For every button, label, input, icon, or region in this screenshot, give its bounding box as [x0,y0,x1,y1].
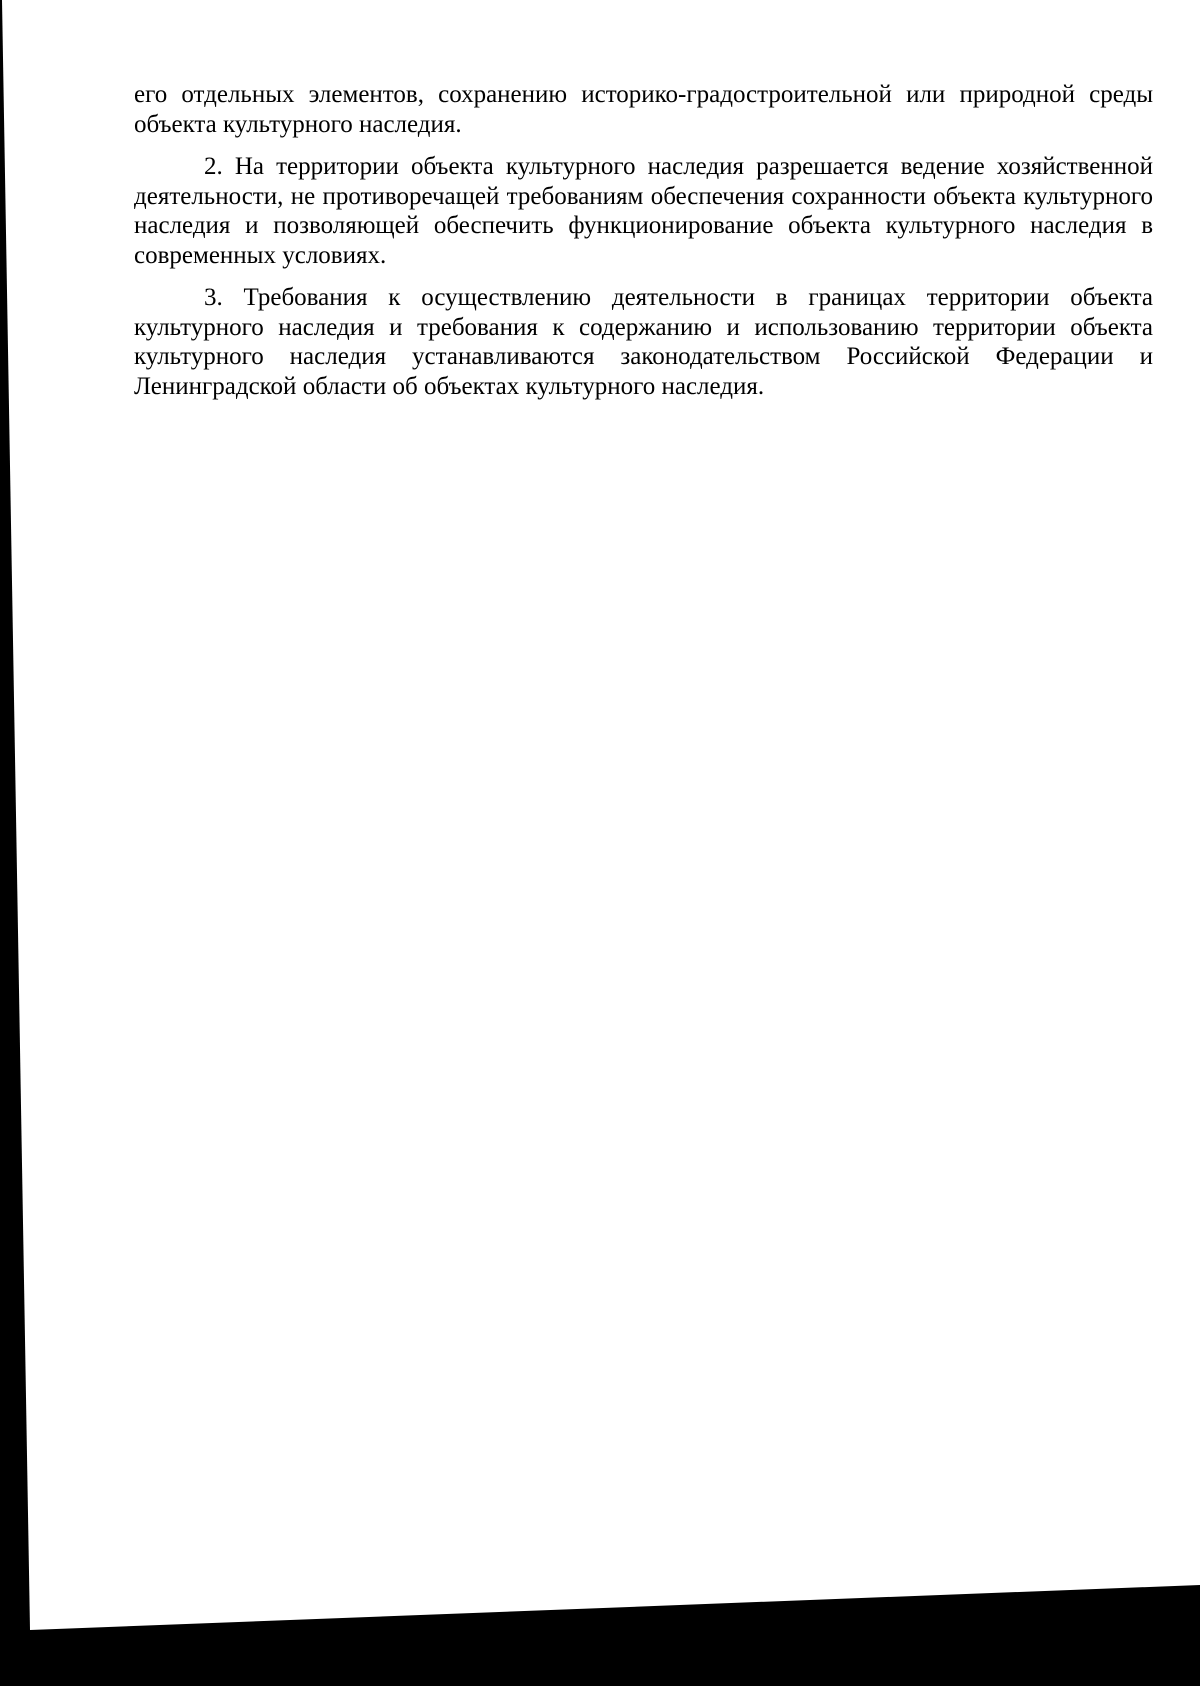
paragraph-continuation: его отдельных элементов, сохранению историко-градостроительной или природной среды объекта культурного наследия. [134,81,1153,138]
document-body [134,80,1153,414]
left-scan-edge [0,0,30,1686]
bottom-scan-band [0,1585,1200,1686]
paragraph-item-3: 3. Требования к осуществлению деятельности в границах территории объекта культурного наследия и требования к содержанию и использованию территории объекта культурного наследия устанавливаются законодательством Российской Федерации и Ленинградской области об объектах культурного наследия. [134,284,1153,400]
paragraph-item-2: 2. На территории объекта культурного наследия разрешается ведение хозяйственной деятельности, не противоречащей требованиям обеспечения сохранности объекта культурного наследия и позволяющей обеспечить функционирование объекта культурного наследия в современных условиях. [134,153,1153,269]
